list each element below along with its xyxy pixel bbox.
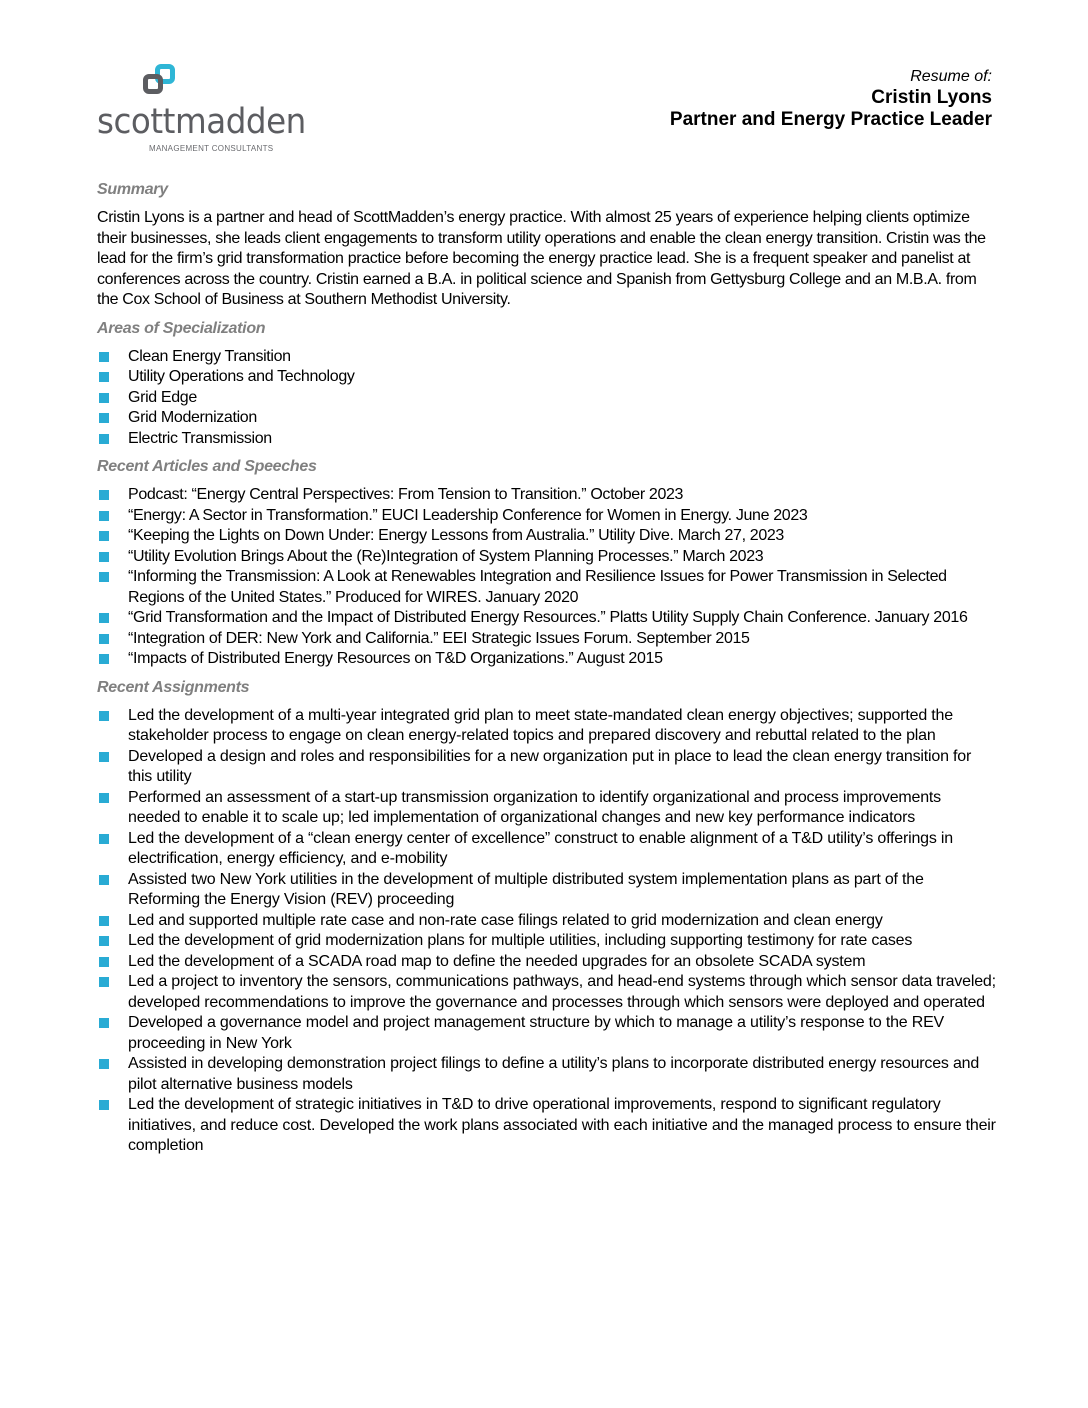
list-item (97, 567, 997, 608)
square-bullet-icon (99, 490, 109, 500)
list-item-text: Podcast: “Energy Central Perspectives: From Tension to Transition.” October 2023 (128, 486, 684, 503)
list-item (97, 747, 997, 788)
list-item (97, 608, 997, 629)
list-item (97, 972, 997, 1013)
square-bullet-icon (99, 1018, 109, 1028)
logo-gray-square (143, 74, 163, 94)
square-bullet-icon (99, 352, 109, 362)
list-item (97, 870, 997, 911)
summary-section (97, 180, 997, 311)
list-item-text: Clean Energy Transition (128, 347, 291, 365)
list-item-text: Led the development of grid modernization plans for multiple utilities, including supporting testimony for rate cases (128, 932, 913, 949)
square-bullet-icon (99, 916, 109, 926)
square-bullet-icon (99, 977, 109, 987)
company-logo (97, 62, 306, 153)
resume-header (670, 66, 992, 131)
square-bullet-icon (99, 752, 109, 762)
list-item (97, 526, 997, 547)
list-item-text: Led a project to inventory the sensors, communications pathways, and head-end systems through which sensor data traveled; developed recommendations to improve the governance and processes through which sensors were deployed and operated (128, 973, 996, 1011)
list-item-text: “Informing the Transmission: A Look at Renewables Integration and Resilience Issues for Power Transmission in Selected Regions of the United States.” Produced for WIRES. January 2020 (128, 568, 947, 606)
square-bullet-icon (99, 434, 109, 444)
assignments-section (97, 678, 997, 1157)
logo-wordmark: scottmadden (97, 102, 306, 142)
list-item (97, 547, 997, 568)
square-bullet-icon (99, 393, 109, 403)
person-name: Cristin Lyons (871, 87, 992, 108)
list-item (97, 931, 997, 952)
list-item (97, 429, 997, 450)
list-item (97, 408, 997, 429)
person-title: Partner and Energy Practice Leader (669, 109, 992, 130)
square-bullet-icon (99, 936, 109, 946)
list-item-text: Led the development of a “clean energy center of excellence” construct to enable alignment of a T&D utility’s offerings in electrification, energy efficiency, and e-mobility (128, 829, 953, 867)
assignments-heading: Recent Assignments (97, 678, 250, 696)
articles-heading: Recent Articles and Speeches (97, 458, 317, 475)
list-item-text: Grid Edge (128, 388, 197, 406)
list-item-text: Grid Modernization (128, 409, 257, 426)
resume-of-label: Resume of: (910, 68, 992, 85)
list-item-text: “Utility Evolution Brings About the (Re)Integration of System Planning Processes.” March 2023 (128, 547, 764, 565)
square-bullet-icon (99, 634, 109, 644)
specialization-section (97, 319, 997, 450)
list-item (97, 1013, 997, 1054)
square-bullet-icon (99, 613, 109, 623)
list-item-text: Assisted two New York utilities in the development of multiple distributed system implementation plans as part of the Reforming the Energy Vision (REV) proceeding (128, 870, 924, 908)
square-bullet-icon (99, 834, 109, 844)
list-item-text: Developed a governance model and project management structure by which to manage a utility’s response to the REV proceeding in New York (128, 1014, 945, 1052)
square-bullet-icon (99, 654, 109, 664)
list-item (97, 649, 997, 670)
specialization-heading: Areas of Specialization (97, 319, 266, 337)
specialization-list (97, 347, 997, 450)
list-item (97, 911, 997, 932)
list-item-text: “Keeping the Lights on Down Under: Energy Lessons from Australia.” Utility Dive. March 27, 2023 (128, 527, 784, 544)
square-bullet-icon (99, 511, 109, 521)
logo-tagline: MANAGEMENT CONSULTANTS (149, 144, 274, 153)
list-item (97, 388, 997, 409)
list-item-text: Led the development of a SCADA road map to define the needed upgrades for an obsolete SCADA system (128, 952, 866, 970)
square-bullet-icon (99, 372, 109, 382)
list-item (97, 788, 997, 829)
square-bullet-icon (99, 1059, 109, 1069)
list-item-text: “Integration of DER: New York and California.” EEI Strategic Issues Forum. September 2015 (128, 629, 750, 647)
summary-text: Cristin Lyons is a partner and head of ScottMadden’s energy practice. With almost 25 years of experience helping clients optimize their businesses, she leads client engagements to transform utility operations and enable the clean energy transition. Cristin was the lead for the firm’s grid transformation practice before becoming the energy practice lead. She is a frequent speaker and panelist at conferences across the country. Cristin earned a B.A. in political science and Spanish from Gettysburg College and an M.B.A. from the Cox School of Business at Southern Methodist University. (97, 209, 986, 308)
list-item-text: Electric Transmission (128, 429, 272, 447)
square-bullet-icon (99, 1100, 109, 1110)
list-item (97, 347, 997, 368)
list-item (97, 1054, 997, 1095)
articles-section (97, 457, 997, 670)
square-bullet-icon (99, 413, 109, 423)
list-item (97, 706, 997, 747)
square-bullet-icon (99, 793, 109, 803)
list-item-text: Led the development of strategic initiatives in T&D to drive operational improvements, respond to significant regulatory initiatives, and reduce cost. Developed the work plans associated with each initiative and the managed process to ensure their completion (128, 1096, 996, 1154)
list-item-text: Led and supported multiple rate case and non-rate case filings related to grid modernization and clean energy (128, 911, 883, 929)
list-item-text: Led the development of a multi-year integrated grid plan to meet state-mandated clean energy objectives; supported the stakeholder process to engage on clean energy-related topics and prepared discovery and rebuttal related to the plan (128, 706, 953, 744)
articles-list (97, 485, 997, 670)
list-item (97, 629, 997, 650)
square-bullet-icon (99, 552, 109, 562)
list-item-text: Assisted in developing demonstration project filings to define a utility’s plans to incorporate distributed energy resources and pilot alternative business models (128, 1055, 980, 1093)
resume-body (97, 180, 997, 1157)
list-item-text: Performed an assessment of a start-up transmission organization to identify organizational and process improvements needed to enable it to scale up; led implementation of organizational changes and new key performance indicators (128, 788, 941, 826)
list-item (97, 829, 997, 870)
list-item (97, 506, 997, 527)
square-bullet-icon (99, 957, 109, 967)
list-item-text: Utility Operations and Technology (128, 368, 355, 385)
list-item-text: “Grid Transformation and the Impact of Distributed Energy Resources.” Platts Utility Supply Chain Conference. January 2016 (128, 609, 968, 626)
assignments-list (97, 706, 997, 1157)
logo-mark-icon (143, 62, 183, 106)
list-item (97, 1095, 997, 1157)
summary-heading: Summary (97, 181, 168, 198)
list-item-text: “Energy: A Sector in Transformation.” EUCI Leadership Conference for Women in Energy. June 2023 (128, 506, 808, 524)
list-item (97, 367, 997, 388)
list-item (97, 952, 997, 973)
list-item (97, 485, 997, 506)
list-item-text: Developed a design and roles and responsibilities for a new organization put in place to lead the clean energy transition for this utility (128, 747, 972, 785)
square-bullet-icon (99, 711, 109, 721)
square-bullet-icon (99, 531, 109, 541)
list-item-text: “Impacts of Distributed Energy Resources on T&D Organizations.” August 2015 (128, 650, 663, 667)
square-bullet-icon (99, 875, 109, 885)
square-bullet-icon (99, 572, 109, 582)
